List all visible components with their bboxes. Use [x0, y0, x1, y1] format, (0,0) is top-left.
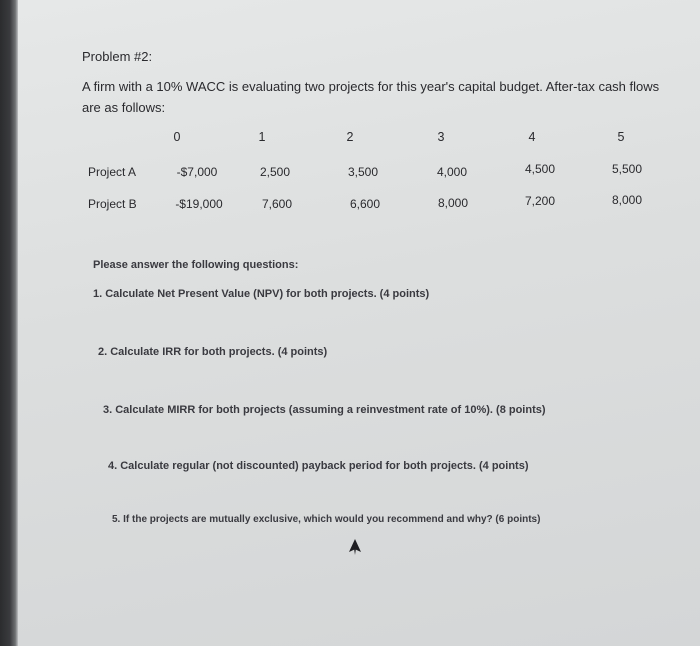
project-a-cell-4: 4,500 [524, 162, 556, 176]
project-b-cell-3: 8,000 [437, 196, 469, 210]
mouse-pointer-icon [347, 538, 363, 556]
project-b-cell-1: 7,600 [261, 197, 293, 211]
project-b-cell-4: 7,200 [524, 194, 556, 208]
problem-intro-line2: are as follows: [82, 100, 166, 115]
project-b-label: Project B [88, 197, 137, 211]
year-header-5: 5 [617, 130, 625, 144]
question-3: 3. Calculate MIRR for both projects (assuming a reinvestment rate of 10%). (8 points) [103, 404, 546, 416]
project-a-cell-2: 3,500 [347, 165, 379, 179]
question-5: 5. If the projects are mutually exclusive, which would you recommend and why? (6 points) [112, 514, 541, 525]
project-b-cell-0: -$19,000 [175, 197, 223, 211]
project-a-cell-3: 4,000 [436, 165, 468, 179]
monitor-bezel [0, 0, 18, 646]
question-4: 4. Calculate regular (not discounted) payback period for both projects. (4 points) [108, 460, 529, 472]
year-header-0: 0 [173, 130, 181, 144]
questions-heading: Please answer the following questions: [93, 259, 299, 271]
year-header-2: 2 [346, 130, 354, 144]
project-a-cell-1: 2,500 [259, 165, 291, 179]
project-a-label: Project A [88, 165, 137, 179]
problem-title: Problem #2: [82, 49, 153, 64]
project-a-cell-5: 5,500 [611, 162, 643, 176]
year-header-3: 3 [437, 130, 445, 144]
year-header-1: 1 [258, 130, 266, 144]
problem-intro-line1: A firm with a 10% WACC is evaluating two projects for this year's capital budget. After-tax cash flows [82, 79, 660, 94]
question-2: 2. Calculate IRR for both projects. (4 points) [98, 346, 328, 358]
project-b-cell-2: 6,600 [349, 197, 381, 211]
year-header-4: 4 [528, 130, 536, 144]
question-1: 1. Calculate Net Present Value (NPV) for both projects. (4 points) [93, 288, 430, 300]
project-b-cell-5: 8,000 [611, 193, 643, 207]
project-a-cell-0: -$7,000 [176, 165, 218, 179]
